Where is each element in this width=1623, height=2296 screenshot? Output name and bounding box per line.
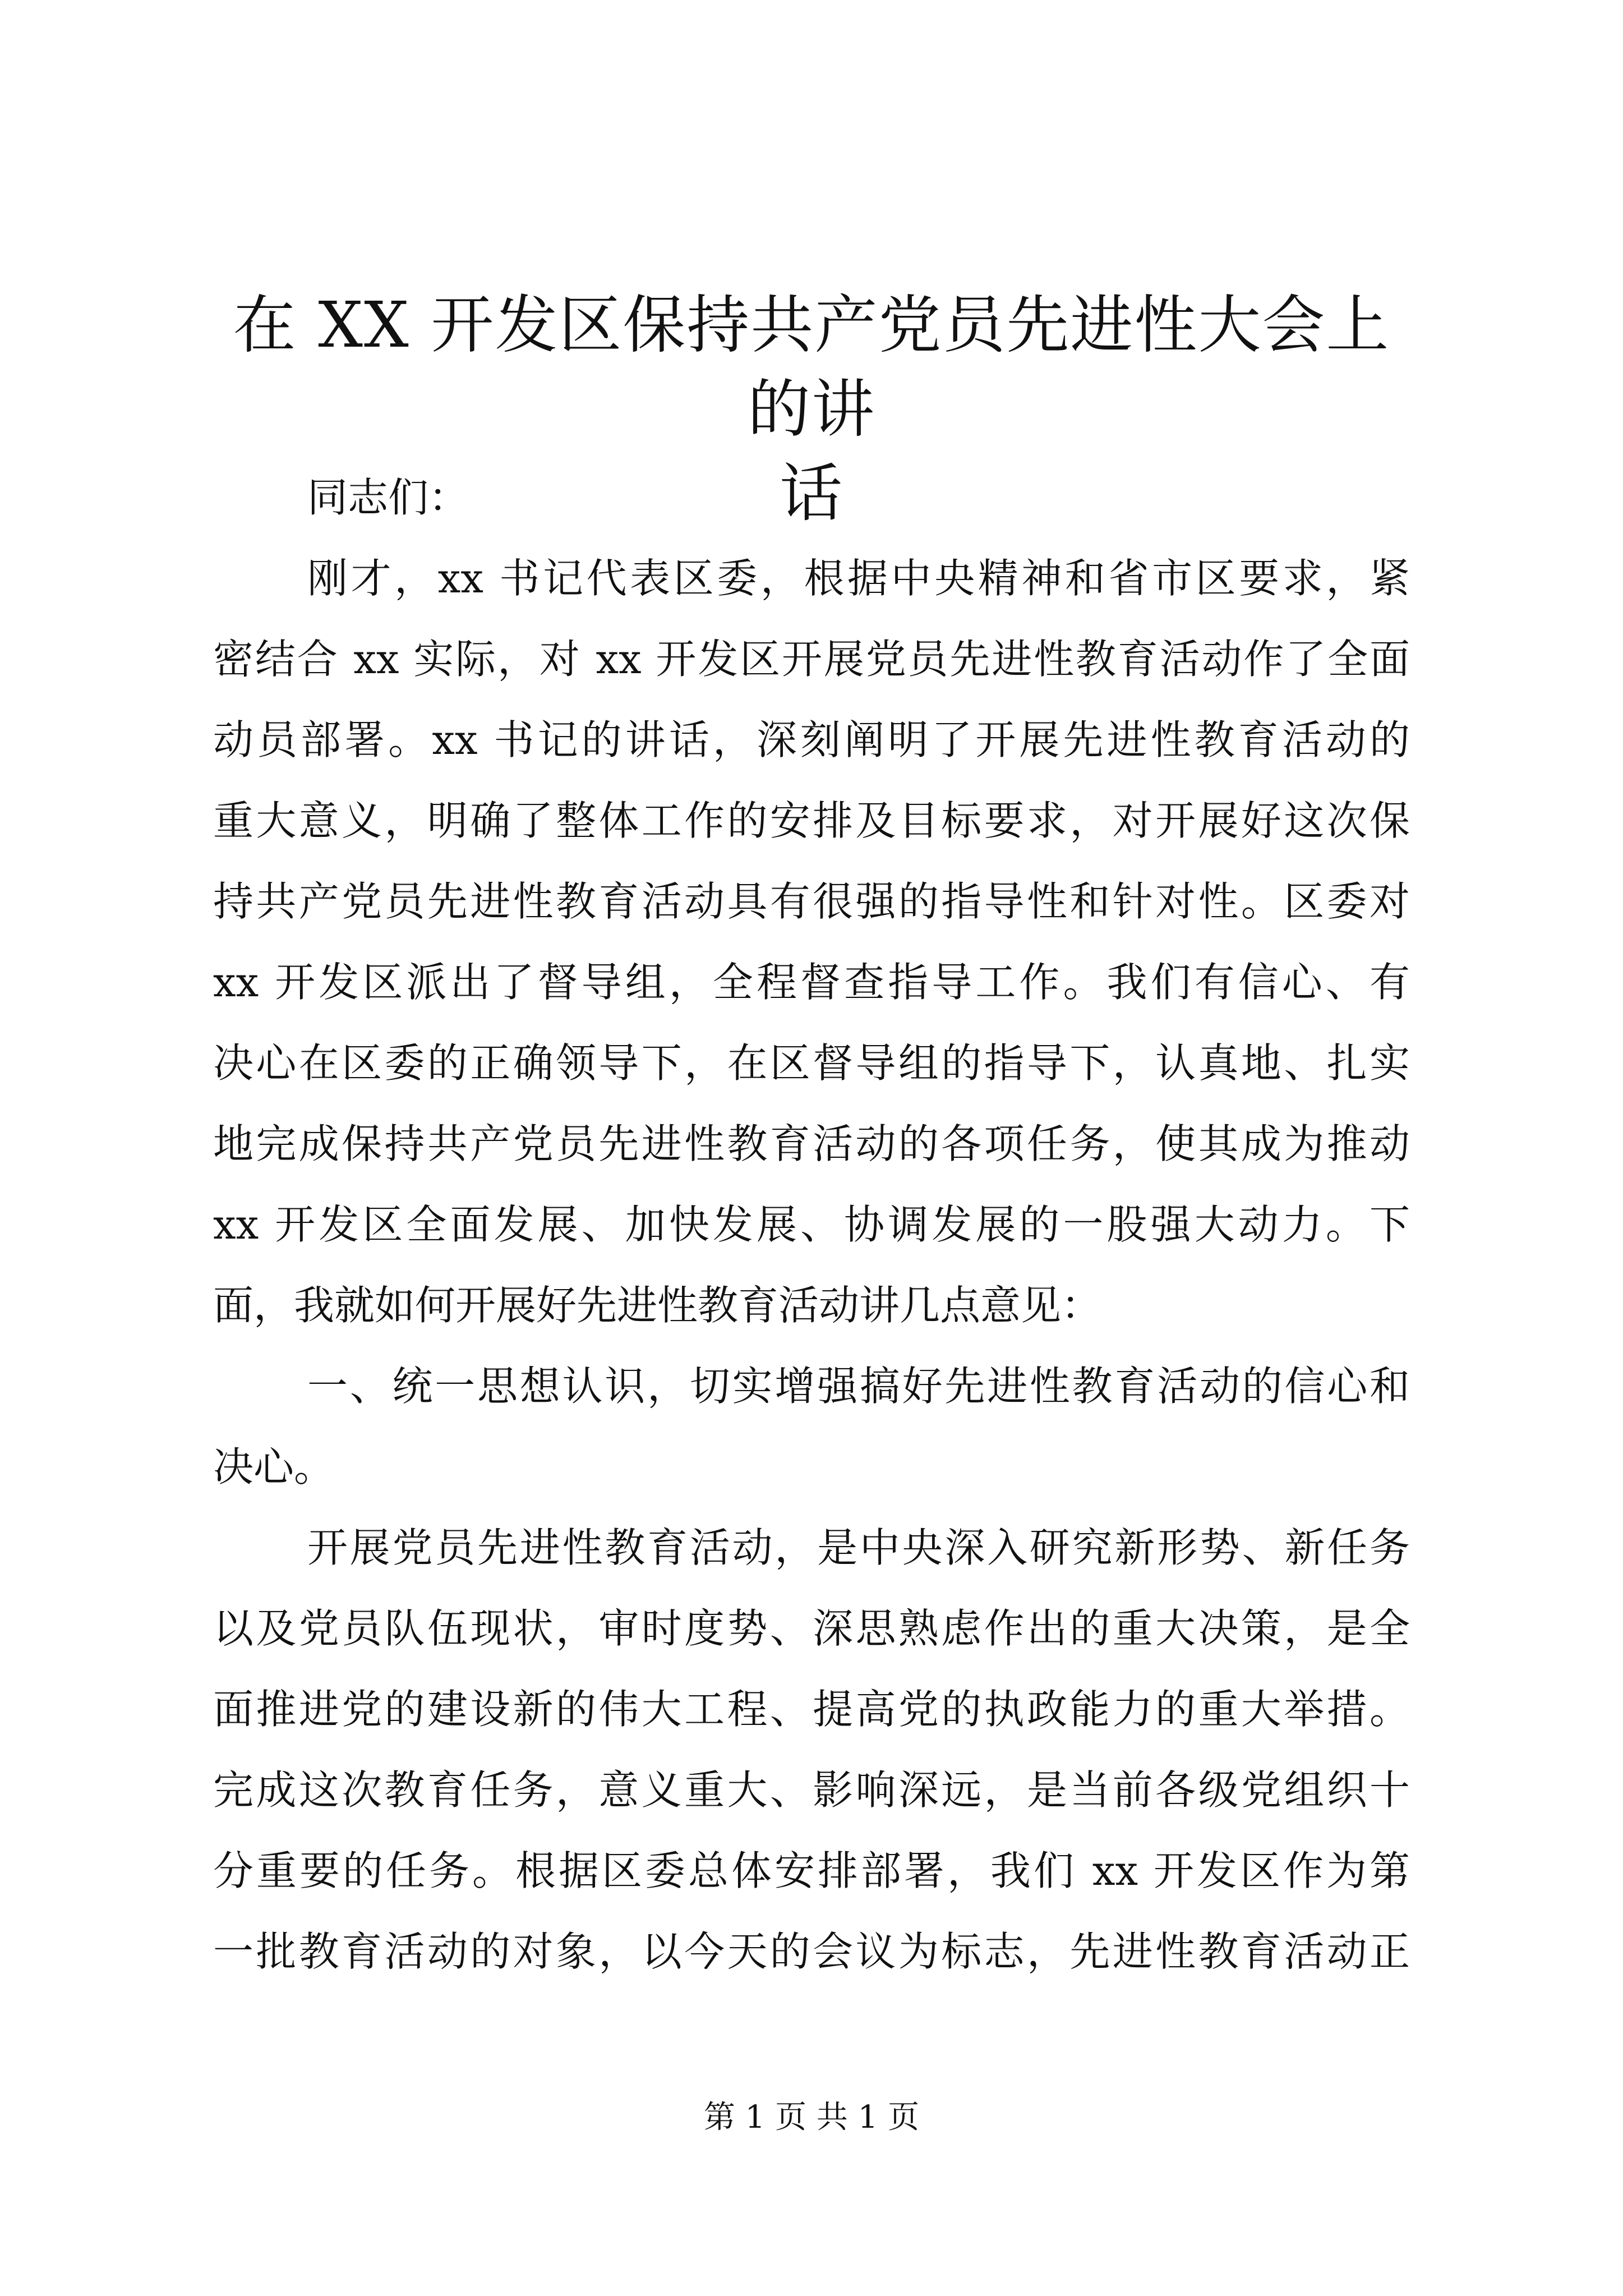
paragraph-line: 一批教育活动的对象，以今天的会议为标志，先进性教育活动正 <box>213 1928 1410 1975</box>
section-heading-line: 决心。 <box>213 1443 335 1490</box>
paragraph-line: 决心在区委的正确领导下，在区督导组的指导下，认真地、扎实 <box>213 1039 1410 1087</box>
paragraph-line: 以及党员队伍现状，审时度势、深思熟虑作出的重大决策，是全 <box>213 1605 1410 1652</box>
title-line: 在 XX 开发区保持共产党员先进性大会上的讲 <box>233 289 1390 446</box>
paragraph-line: 动员部署。xx 书记的讲话，深刻阐明了开展先进性教育活动的 <box>213 716 1410 763</box>
paragraph-line: 开展党员先进性教育活动，是中央深入研究新形势、新任务 <box>307 1524 1410 1571</box>
paragraph-line: 持共产党员先进性教育活动具有很强的指导性和针对性。区委对 <box>213 878 1410 925</box>
section-heading-line: 一、统一思想认识，切实增强搞好先进性教育活动的信心和 <box>307 1363 1410 1410</box>
paragraph-line: xx 开发区全面发展、加快发展、协调发展的一股强大动力。下 <box>213 1201 1410 1248</box>
paragraph-line: 刚才，xx 书记代表区委，根据中央精神和省市区要求，紧 <box>307 555 1410 602</box>
paragraph-line: 重大意义，明确了整体工作的安排及目标要求，对开展好这次保 <box>213 797 1410 844</box>
title-line: 话 <box>780 457 843 530</box>
paragraph-line: 面推进党的建设新的伟大工程、提高党的执政能力的重大举措。 <box>213 1686 1410 1733</box>
paragraph-line: 分重要的任务。根据区委总体安排部署，我们 xx 开发区作为第 <box>213 1847 1410 1894</box>
document-body <box>213 457 1410 1992</box>
paragraph-line: 密结合 xx 实际，对 xx 开发区开展党员先进性教育活动作了全面 <box>213 636 1410 683</box>
salutation: 同志们： <box>307 474 469 521</box>
paragraph-line: 面，我就如何开展好先进性教育活动讲几点意见： <box>213 1282 1102 1329</box>
page-footer: 第 1 页 共 1 页 <box>703 2099 920 2136</box>
paragraph-line: xx 开发区派出了督导组，全程督查指导工作。我们有信心、有 <box>213 959 1410 1006</box>
paragraph-line: 完成这次教育任务，意义重大、影响深远，是当前各级党组织十 <box>213 1766 1410 1814</box>
paragraph-line: 地完成保持共产党员先进性教育活动的各项任务，使其成为推动 <box>213 1120 1410 1167</box>
